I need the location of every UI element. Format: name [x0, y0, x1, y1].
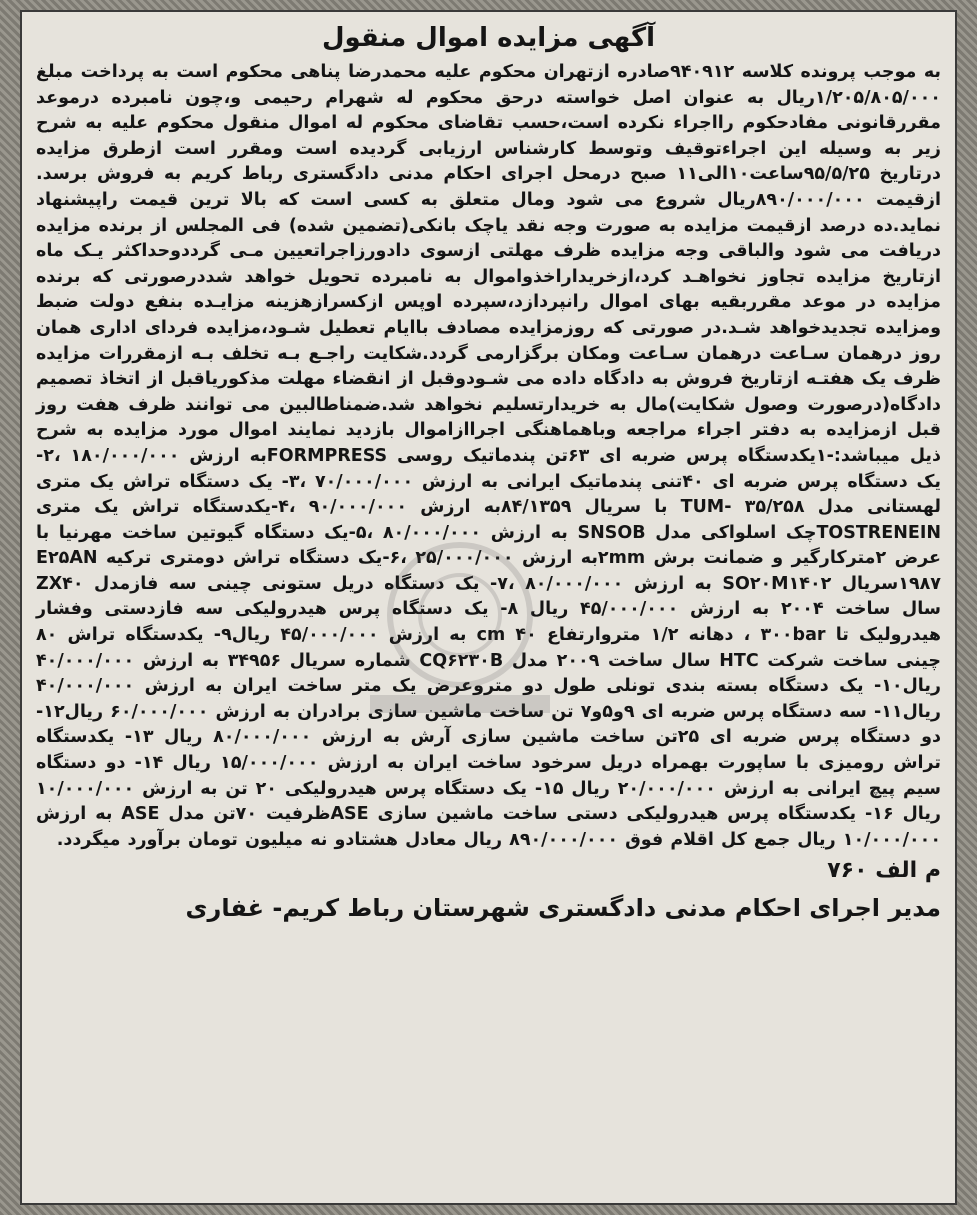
notice-signature: مدیر اجرای احکام مدنی دادگستری شهرستان رباط کریم- غفاری	[185, 894, 941, 923]
notice-code: م الف ۷۶۰	[827, 858, 941, 884]
notice-body: به موجب پرونده کلاسه ۹۴۰۹۱۲صادره ازتهران محکوم علیه محمدرضا پناهی محکوم است به پرداخت مبلغ ۱/۲۰۵/۸۰۵/۰۰۰ریال به عنوان اصل خواسته درحق محکوم له شهرام رحیمی و،چون نامبرده درموعد مقررقانونی مفادحکوم رااجراء نکرده است،حسب تقاضای محکوم له اموال منقول محکوم علیه به شرح زیر به وسیله این اجراءتوقیف وتوسط کارشناس ارزیابی گردیده است ومقرر است ازطرق مزایده درتاریخ ۹۵/۵/۲۵ساعت۱۰الی۱۱ صبح درمحل اجرای احکام مدنی دادگستری رباط کریم به فروش برسد. ازقیمت ۸۹۰/۰۰۰/۰۰۰ریال شروع می شود ومال متعلق به کسی است که بالا ترین قیمت راپیشنهاد نماید.ده درصد ازقیمت مزایده به صورت وجه نقد یاچک بانکی(تضمین شده) فی المجلس از برنده مزایده دریافت می شود والباقی وجه مزایده ظرف مهلتی ازسوی دادورزاجراتعیین مـی گرددوحداکثر یـک ماه ازتاریخ مزایده تجاوز نخواهـد کرد،ازخریداراخذواموال به نامبرده تحویل خواهد شددرصورتی که برنده مزایده در موعد مقرربقیه بهای اموال رانپردازد،سپرده اوپس ازکسرازهزینه مزایـده بنفع دولت ضبط ومزایده تجدیدخواهد شـد.در صورتی که روزمزایده مصادف باایام تعطیل شـود،مزایده فردای اداری همان روز درهمان سـاعت درهمان سـاعت ومکان برگزارمی گردد.شکایت راجـع بـه تخلف بـه ازمقررات مزایده ظرف یک هفتـه ازتاریخ فروش به دادگاه داده می شـودوقبل از انقضاء مهلت مذکوریاقبل از اتخاذ تصمیم دادگاه(درصورت وصول شکایت)مال به خریدارتسلیم نخواهد شد.ضمناطالبین می توانند ظرف هفت روز قبل ازمزایده به دفتر اجراء مراجعه وباهماهنگی اجراازاموال بازدید نمایند اموال مورد مزایده به شرح ذیل میباشد:-۱یکدستگاه پرس ضربه ای ۶۳تن پندماتیک روسی FORMPRESSبه ارزش ۱۸۰/۰۰۰/۰۰۰ ،۲- یک دستگاه پرس ضربه ای ۴۰تنی پندماتیک ایرانی به ارزش ۷۰/۰۰۰/۰۰۰ ،۳- یک دستگاه تراش یک متری لهستانی مدل TUM- ۳۵/۲۵۸ با سریال ۸۴/۱۳۵۹به ارزش ۹۰/۰۰۰/۰۰۰ ،۴-یکدستگاه تراش یک متری TOSTRENEINچک اسلواکی مدل SNSOB به ارزش ۸۰/۰۰۰/۰۰۰ ،۵-یک دستگاه گیوتین ساخت مهرنیا با عرض ۲مترکارگیر و ضمانت برش ۲mmبه ارزش ۲۵/۰۰۰/۰۰۰ ،۶-یک دستگاه تراش دومتری ترکیه E۲۵AN ۱۹۸۷سریال SO۲۰M۱۴۰۲ به ارزش ۸۰/۰۰۰/۰۰۰ ،۷- یک دستگاه دریل ستونی چینی سه فازمدل ZX۴۰ سال ساخت ۲۰۰۴ به ارزش ۴۵/۰۰۰/۰۰۰ ریال ۸- یک دستگاه پرس هیدرولیکی سه فازدستی وفشار هیدرولیک تا ۳۰۰bar ، دهانه ۱/۲ متروارتفاع ۴۰ cm به ارزش ۴۵/۰۰۰/۰۰۰ ریال۹- یکدستگاه تراش ۸۰ چینی ساخت شرکت HTC سال ساخت ۲۰۰۹ مدل CQ۶۲۳۰B شماره سریال ۳۴۹۵۶ به ارزش ۴۰/۰۰۰/۰۰۰ ریال۱۰- یک دستگاه بسته بندی تونلی طول دو متروعرض یک متر ساخت ایران به ارزش ۴۰/۰۰۰/۰۰۰ ریال۱۱- سه دستگاه پرس ضربه ای ۹و۵و۷ تن ساخت ماشین سازی برادران به ارزش ۶۰/۰۰۰/۰۰۰ ریال۱۲- دو دستگاه پرس ضربه ای ۲۵تن ساخت ماشین سازی آرش به ارزش ۸۰/۰۰۰/۰۰۰ ریال ۱۳- یکدستگاه تراش رومیزی با ساپورت بهمراه دریل سرخود ساخت ایران به ارزش ۱۵/۰۰۰/۰۰۰ ریال ۱۴- دو دستگاه سیم پیچ ایرانی به ارزش ۲۰/۰۰۰/۰۰۰ ریال ۱۵- یک دستگاه پرس هیدرولیکی ۲۰ تن به ارزش ۱۰/۰۰۰/۰۰۰ ریال ۱۶- یکدستگاه پرس هیدرولیکی دستی ساخت ماشین سازی ASEظرفیت ۷۰تن مدل ASE به ارزش ۱۰/۰۰۰/۰۰۰ ریال جمع کل اقلام فوق ۸۹۰/۰۰۰/۰۰۰ ریال معادل هشتادو نه میلیون تومان برآورد میگردد.	[36, 62, 942, 850]
notice-paper	[20, 10, 957, 1205]
notice-title: آگهی مزایده اموال منقول	[321, 23, 656, 53]
